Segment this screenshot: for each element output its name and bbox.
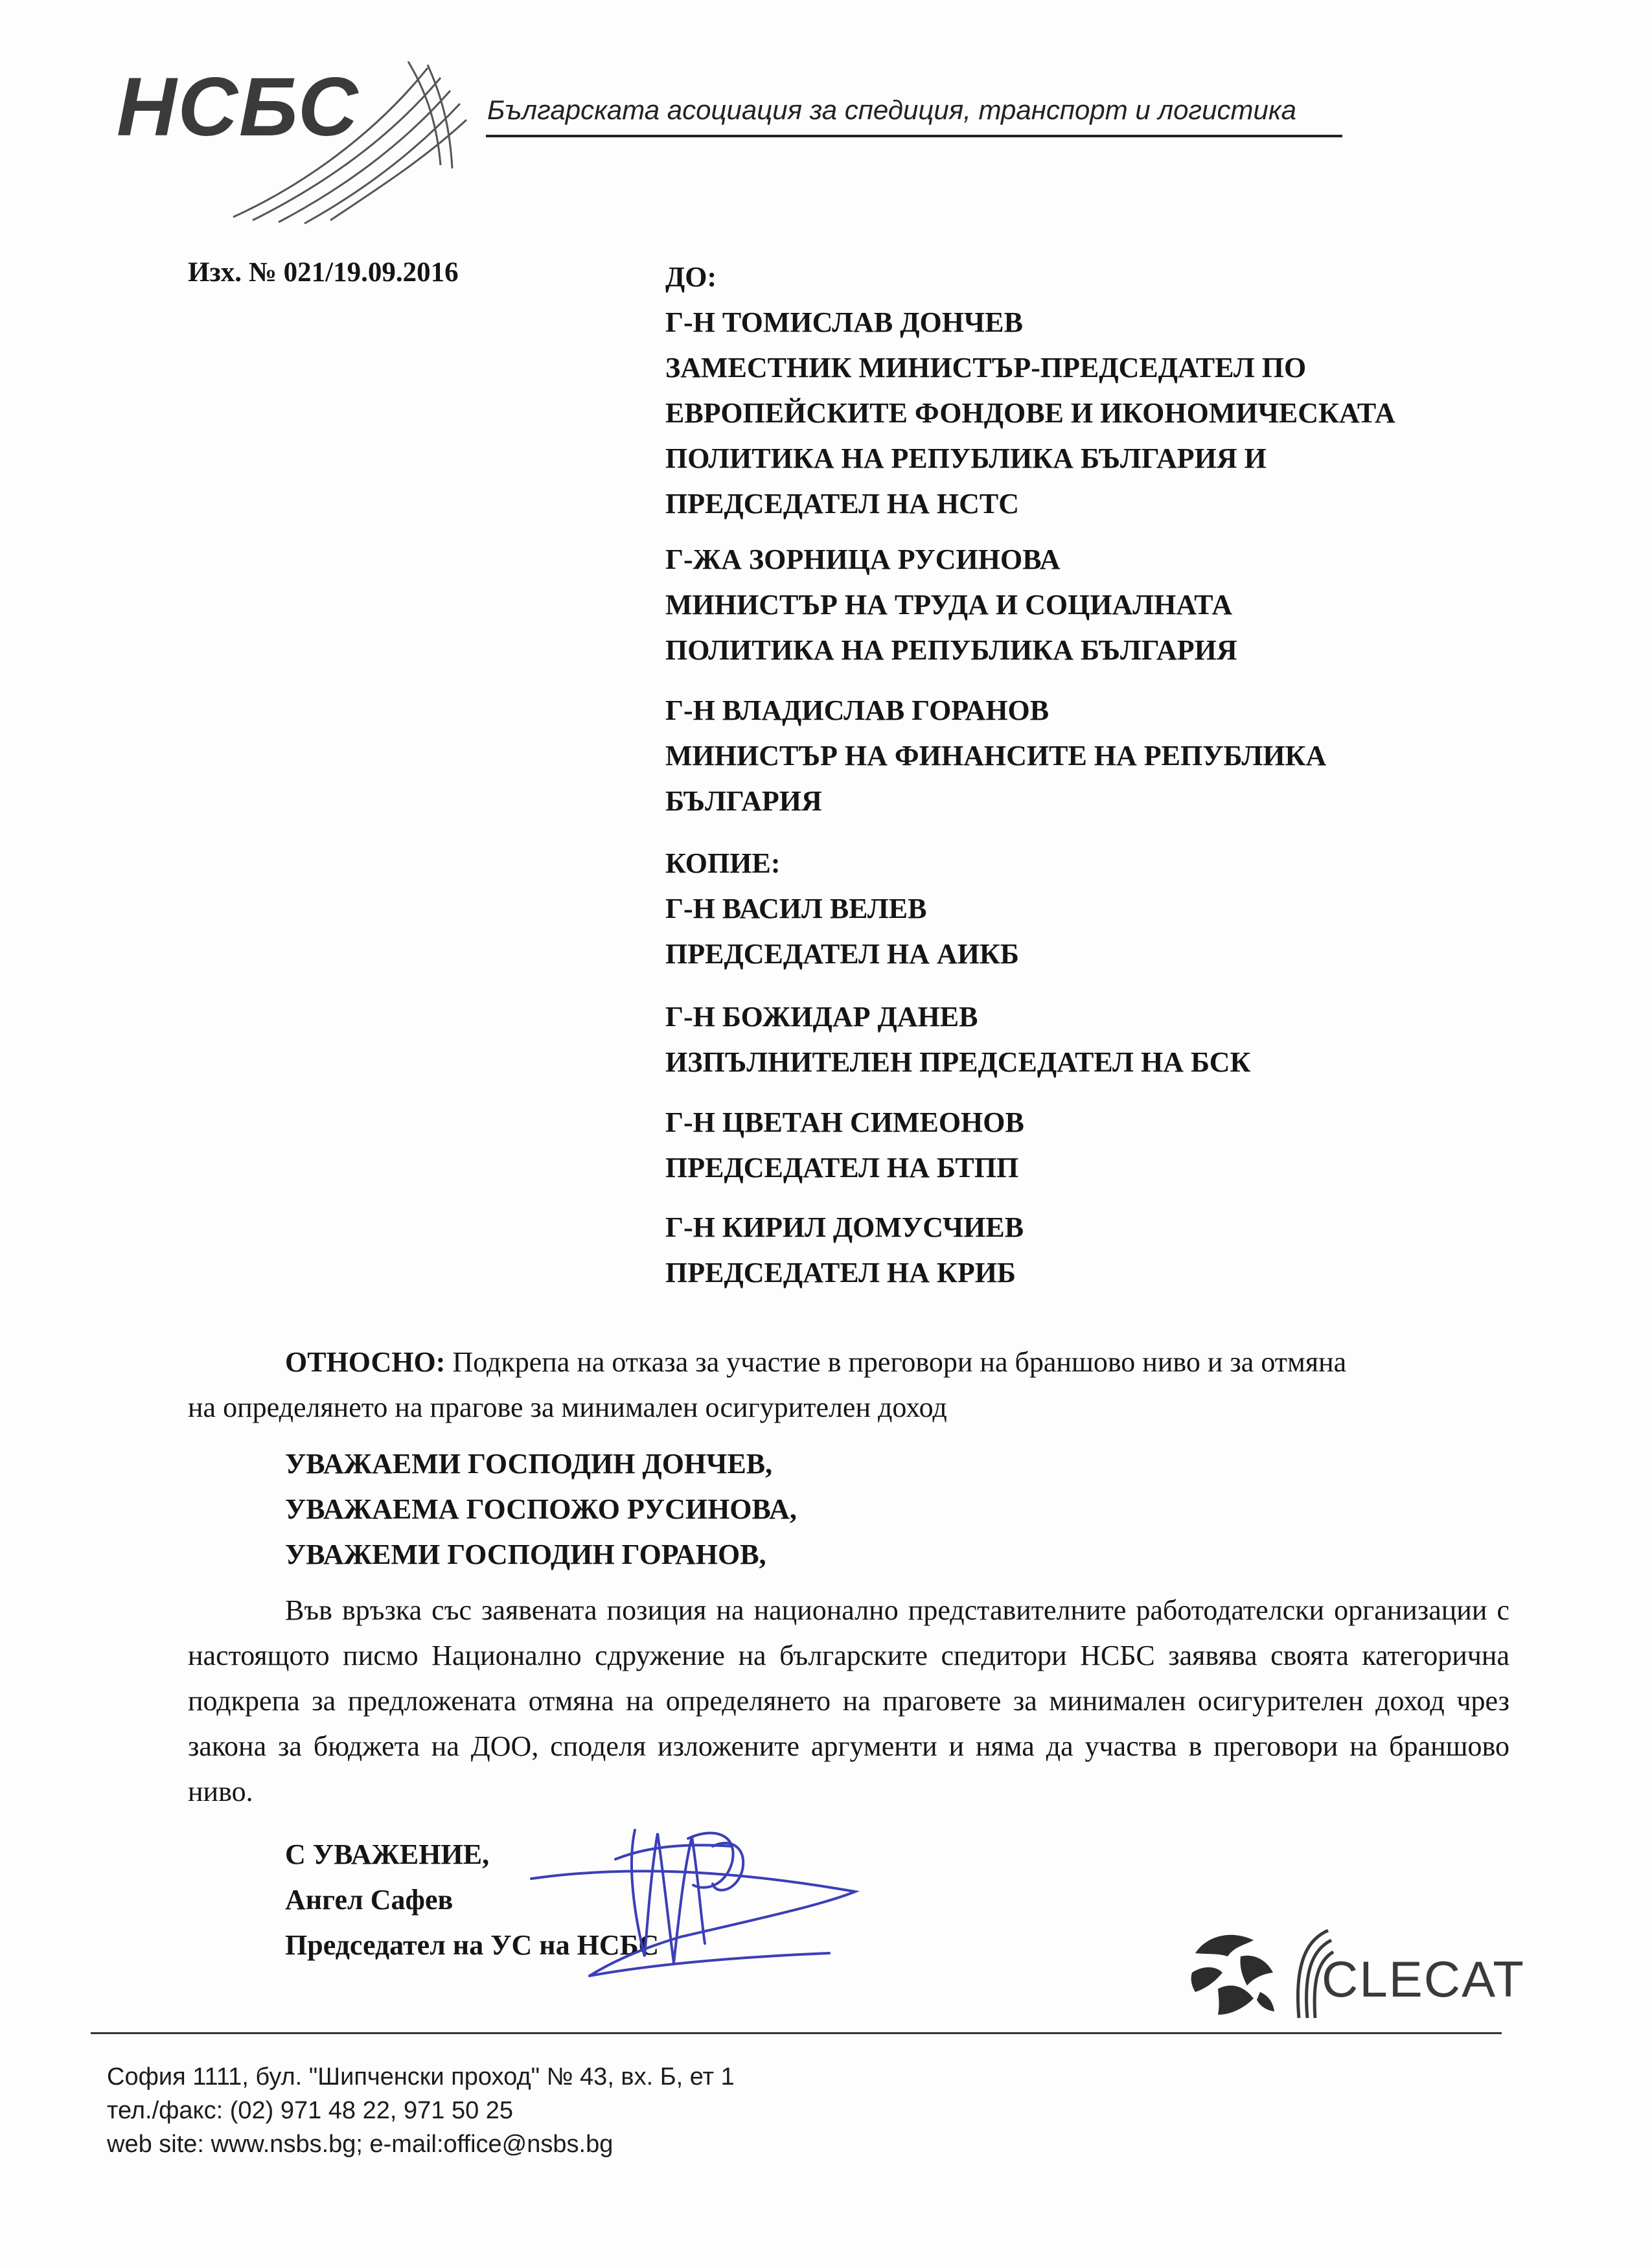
regarding-text-continued: на определянето на прагове за минимален осигурителен доход [188,1392,947,1423]
copies-block [665,841,1019,977]
recipient-line: ПОЛИТИКА НА РЕПУБЛИКА БЪЛГАРИЯ И [665,442,1267,474]
recipient-line: ДО: [665,261,717,293]
salutation-block [285,1441,797,1577]
handwritten-signature [518,1807,920,2002]
recipient-line: БЪЛГАРИЯ [665,785,822,817]
recipient-line: Г-Н ЦВЕТАН СИМЕОНОВ [665,1106,1024,1138]
letterhead-tagline: Българската асоциация за спедиция, транспорт и логистика [487,95,1297,125]
logo-swoosh-icon [214,55,486,230]
closing-regards: С УВАЖЕНИЕ, [285,1838,490,1870]
salutation-line: УВАЖАЕМИ ГОСПОДИН ДОНЧЕВ, [285,1448,773,1480]
recipient-line: Г-Н ТОМИСЛАВ ДОНЧЕВ [665,306,1023,338]
recipients-block [665,537,1237,673]
recipient-line: МИНИСТЪР НА ФИНАНСИТЕ НА РЕПУБЛИКА [665,740,1327,772]
recipient-line: ПОЛИТИКА НА РЕПУБЛИКА БЪЛГАРИЯ [665,634,1237,666]
recipient-line: Г-ЖА ЗОРНИЦА РУСИНОВА [665,544,1061,575]
salutation-line: УВАЖЕМИ ГОСПОДИН ГОРАНОВ, [285,1539,766,1570]
copies-block [665,994,1250,1085]
copies-block [665,1205,1024,1296]
letter-body: Във връзка със заявената позиция на национално представителните работодателски организации с настоящото писмо Национално сдружение на българските спедитори НСБС заявява своята категорична подкрепа за предложената отмяна на определянето на праговете за минимален осигурителен доход чрез закона за бюджета на ДОО, споделя изложените аргументи и няма да участва в преговори на браншово ниво. [188,1594,1509,1807]
regarding-label: ОТНОСНО: [285,1346,446,1378]
recipient-line: МИНИСТЪР НА ТРУДА И СОЦИАЛНАТА [665,589,1233,621]
recipient-line: ПРЕДСЕДАТЕЛ НА НСТС [665,488,1020,520]
copies-block [665,1100,1024,1191]
recipient-line: ПРЕДСЕДАТЕЛ НА БТПП [665,1152,1019,1184]
footer-address: София 1111, бул. "Шипченски проход" № 43, вх. Б, ет 1 [107,2063,735,2090]
signatory-name: Ангел Сафев [285,1884,453,1916]
footer-contact [107,2060,735,2161]
recipients-block [665,255,1395,527]
signatory-title: Председател на УС на НСБС [285,1929,660,1961]
footer-divider [91,2032,1502,2034]
recipient-line: Г-Н БОЖИДАР ДАНЕВ [665,1001,978,1033]
regarding-text: Подкрепа на отказа за участие в преговори на браншово ниво и за отмяна [445,1346,1347,1378]
recipients-block [665,688,1326,824]
footer-web: web site: www.nsbs.bg; e-mail:office@nsbs.bg [107,2131,614,2158]
salutation-line: УВАЖАЕМА ГОСПОЖО РУСИНОВА, [285,1493,797,1525]
recipient-line: ИЗПЪЛНИТЕЛЕН ПРЕДСЕДАТЕЛ НА БСК [665,1046,1251,1078]
clecat-logo: CLECAT [1322,1951,1525,2008]
recipient-line: КОПИЕ: [665,847,781,879]
recipient-line: ЗАМЕСТНИК МИНИСТЪР-ПРЕДСЕДАТЕЛ ПО [665,352,1307,384]
nsbs-logo: НСБС [117,61,360,154]
reference-number: Изх. № 021/19.09.2016 [188,257,459,288]
fiata-logo-icon [1182,1927,1279,2024]
regarding-paragraph [188,1340,1509,1430]
tagline-underline [486,135,1342,137]
recipient-line: ЕВРОПЕЙСКИТЕ ФОНДОВЕ И ИКОНОМИЧЕСКАТА [665,397,1395,429]
recipient-line: ПРЕДСЕДАТЕЛ НА КРИБ [665,1257,1016,1289]
recipient-line: Г-Н ВЛАДИСЛАВ ГОРАНОВ [665,694,1050,726]
recipient-line: ПРЕДСЕДАТЕЛ НА АИКБ [665,938,1019,970]
footer-phone: тел./факс: (02) 971 48 22, 971 50 25 [107,2097,514,2124]
recipient-line: Г-Н КИРИЛ ДОМУСЧИЕВ [665,1211,1024,1243]
recipient-line: Г-Н ВАСИЛ ВЕЛЕВ [665,893,927,924]
